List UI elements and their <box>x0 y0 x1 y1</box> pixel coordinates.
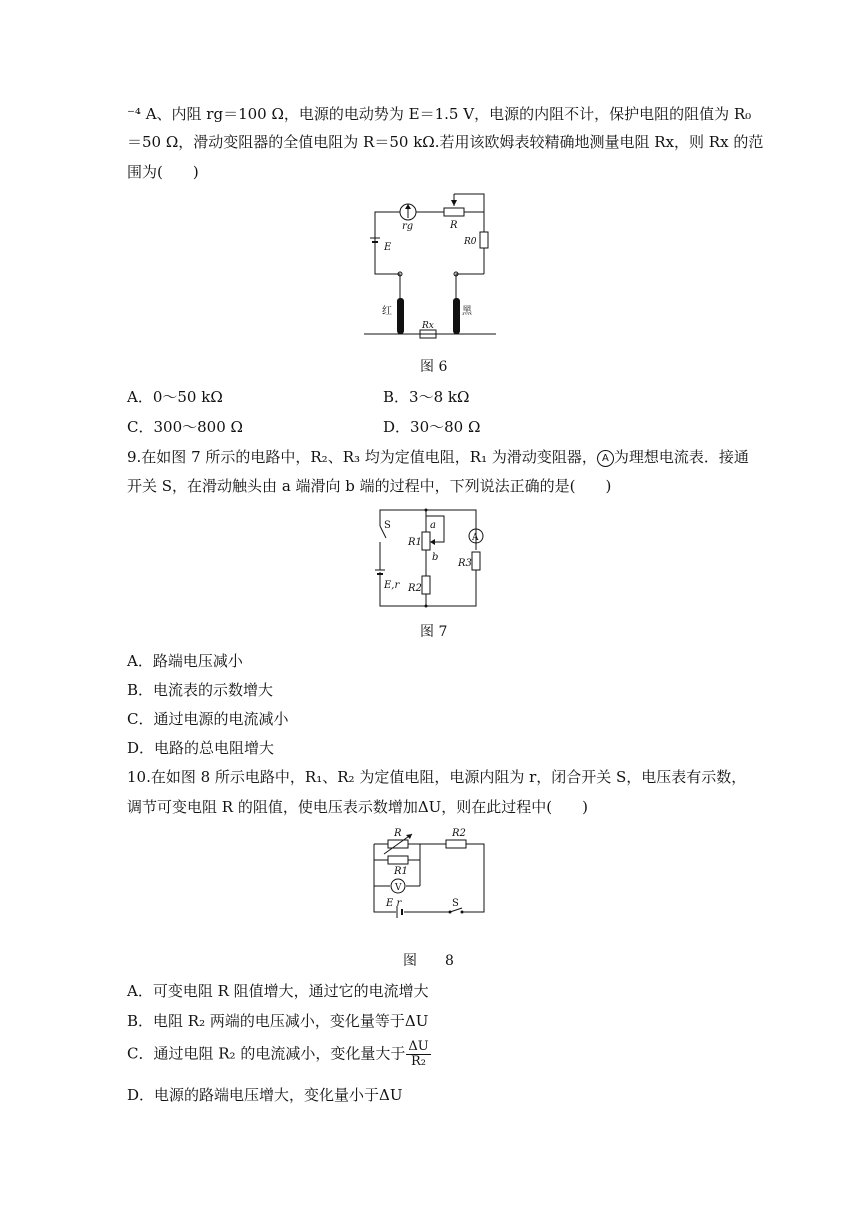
label-Rx: Rx <box>422 321 434 331</box>
label-V: V <box>395 883 402 893</box>
figure-8-caption: 图 8 <box>403 953 454 969</box>
figure-7-circuit <box>368 502 486 610</box>
label-Er: E r <box>386 898 402 909</box>
label-Er: E,r <box>384 580 400 591</box>
label-ammeter: A <box>472 533 479 543</box>
fraction-numerator: ΔU <box>408 1039 429 1054</box>
red-probe <box>397 298 404 334</box>
q10-option-c-text: C．通过电阻 R₂ 的电流减小，变化量大于 <box>127 1044 406 1063</box>
ammeter-symbol-icon <box>597 450 614 467</box>
q9-stem-line-2: 开关 S，在滑动触头由 a 端滑向 b 端的过程中，下列说法正确的是( ) <box>127 477 612 495</box>
label-R2: R2 <box>408 583 422 594</box>
q8-stem-line-1: ⁻⁴ A、内阻 rg＝100 Ω，电源的电动势为 E＝1.5 V，电源的内阻不计，保护电阻的阻值为 R₀ <box>127 105 752 123</box>
q10-option-a: A．可变电阻 R 阻值增大，通过它的电流增大 <box>127 982 429 1000</box>
q9-stem-part-1: 9.在如图 7 所示的电路中，R₂、R₃ 均为定值电阻，R₁ 为滑动变阻器， <box>127 448 597 466</box>
label-a: a <box>430 520 436 531</box>
label-R1: R1 <box>408 537 422 548</box>
q8-option-c: C．300～800 Ω <box>127 418 243 436</box>
q8-option-b: B．3～8 kΩ <box>383 388 470 406</box>
q10-option-c <box>127 1040 431 1069</box>
slider-arrow-icon <box>430 539 435 545</box>
label-R: R <box>394 828 402 839</box>
q8-option-d: D．30～80 Ω <box>383 418 481 436</box>
slider-arrow-icon <box>451 200 457 206</box>
q8-stem-line-2: ＝50 Ω，滑动变阻器的全值电阻为 R＝50 kΩ.若用该欧姆表较精确地测量电阻 Rx，则 Rx 的范 <box>127 133 764 151</box>
label-rg: rg <box>402 221 414 232</box>
figure-6-caption: 图 6 <box>420 359 448 375</box>
label-R2: R2 <box>452 828 466 839</box>
q9-option-c: C．通过电源的电流减小 <box>127 710 289 728</box>
q9-option-b: B．电流表的示数增大 <box>127 681 274 699</box>
q10-stem-line-1: 10.在如图 8 所示电路中，R₁、R₂ 为定值电阻，电源内阻为 r，闭合开关 S，电压表有示数， <box>127 768 747 786</box>
figure-7-caption: 图 7 <box>420 624 448 640</box>
q9-stem-line-1 <box>127 447 749 467</box>
figure-8-circuit <box>366 824 488 918</box>
q8-option-a: A．0～50 kΩ <box>127 388 223 406</box>
label-black: 黑 <box>462 306 472 317</box>
label-red: 红 <box>382 306 392 317</box>
label-R3: R3 <box>458 558 472 569</box>
q10-option-d: D．电源的路端电压增大，变化量小于ΔU <box>127 1086 403 1104</box>
q8-stem-line-3: 围为( ) <box>127 163 199 181</box>
label-R1: R1 <box>394 866 408 877</box>
ammeter-symbol-letter: A <box>601 452 609 464</box>
label-S: S <box>384 520 391 531</box>
figure-6-ohmmeter-circuit <box>360 188 500 348</box>
label-R: R <box>450 220 458 231</box>
q9-option-a: A．路端电压减小 <box>127 652 243 670</box>
label-S: S <box>452 898 459 909</box>
black-probe <box>453 298 460 334</box>
q9-stem-part-2: 为理想电流表．接通 <box>613 448 749 466</box>
label-b: b <box>432 552 439 563</box>
label-E: E <box>384 242 392 253</box>
q10-stem-line-2: 调节可变电阻 R 的阻值，使电压表示数增加ΔU，则在此过程中( ) <box>127 798 589 816</box>
q9-option-d: D．电路的总电阻增大 <box>127 739 275 757</box>
q10-option-c-fraction <box>406 1040 430 1069</box>
label-R0: R0 <box>464 237 477 247</box>
fraction-denominator: R₂ <box>411 1054 426 1069</box>
q10-option-b: B．电阻 R₂ 两端的电压减小，变化量等于ΔU <box>127 1012 429 1030</box>
